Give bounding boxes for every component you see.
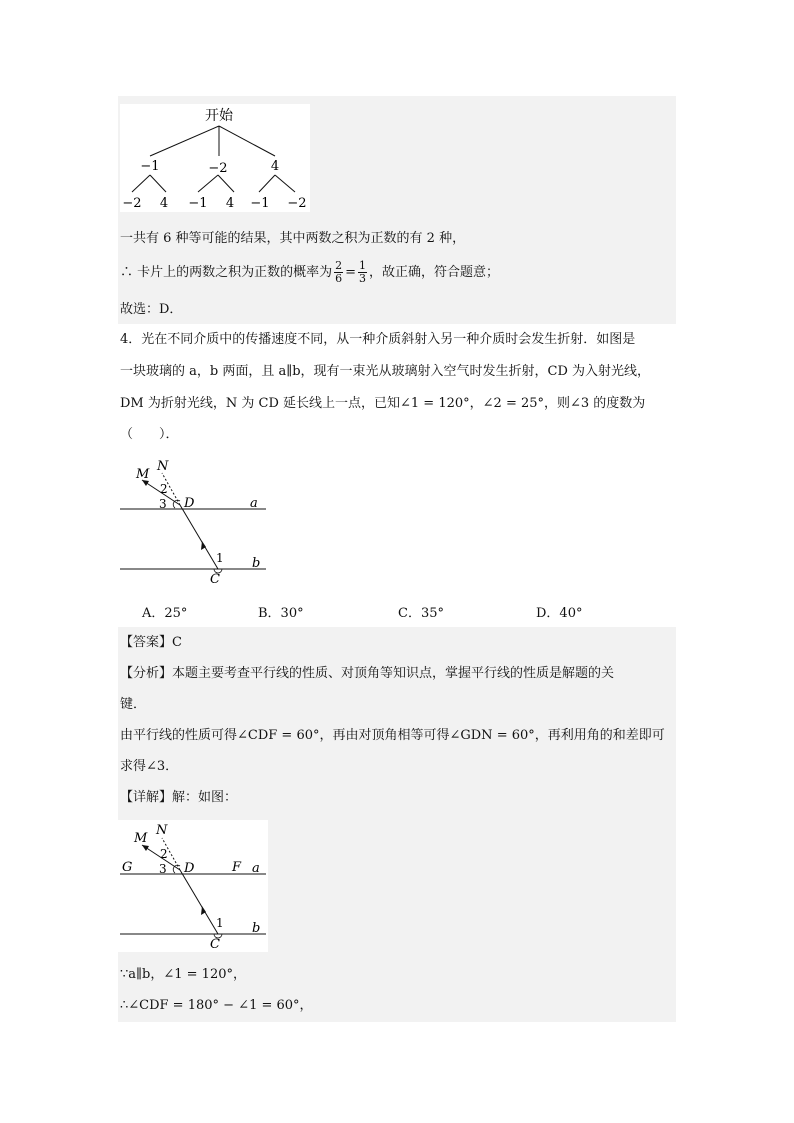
answer-options xyxy=(120,602,680,620)
label-angle-1: 1 xyxy=(216,916,224,930)
frac-num: 1 xyxy=(359,259,367,272)
analysis-line-1: 【分析】本题主要考查平行线的性质、对顶角等知识点，掌握平行线的性质是解题的关 xyxy=(120,666,615,681)
step-1: ∵a∥b，∠1 = 120°， xyxy=(120,967,246,982)
option-a[interactable]: A．25° xyxy=(142,606,188,621)
ray-cd xyxy=(180,505,218,569)
analysis-line-4: 求得∠3． xyxy=(120,759,179,774)
tree-branch xyxy=(198,175,218,192)
tree-node-l2: 4 xyxy=(225,196,235,211)
analysis-line-3: 由平行线的性质可得∠CDF = 60°，再由对顶角相等可得∠GDN = 60°，再利用角的和差即可 xyxy=(120,728,665,743)
label-a: a xyxy=(252,861,260,876)
label-b: b xyxy=(252,921,261,936)
frac-num: 2 xyxy=(335,259,343,272)
frac-den: 6 xyxy=(335,272,343,285)
label-angle-1: 1 xyxy=(216,551,224,565)
solution-line-2-suffix: ，故正确，符合题意； xyxy=(369,265,500,280)
question-4-line-1: 4．光在不同介质中的传播速度不同，从一种介质斜射入另一种介质时会发生折射．如图是 xyxy=(120,332,636,347)
analysis-line-2: 键． xyxy=(120,697,147,712)
label-c: C xyxy=(210,937,220,952)
label-n: N xyxy=(157,459,169,474)
frac-den: 3 xyxy=(359,272,367,285)
tree-diagram xyxy=(120,104,310,212)
answer-line: 【答案】C xyxy=(120,635,182,650)
ray-cd xyxy=(180,870,218,934)
label-f: F xyxy=(232,860,242,875)
fraction-2-6 xyxy=(334,260,343,285)
label-angle-2: 2 xyxy=(160,482,168,496)
equals-sign: = xyxy=(345,265,357,280)
detail-line: 【详解】解：如图： xyxy=(120,790,238,805)
label-g: G xyxy=(122,860,133,875)
label-b: b xyxy=(252,556,261,571)
tree-branch xyxy=(219,126,275,156)
label-c: C xyxy=(210,572,220,586)
tree-branch xyxy=(218,175,234,192)
label-angle-3: 3 xyxy=(159,862,167,876)
refraction-figure xyxy=(118,456,268,586)
option-b[interactable]: B．30° xyxy=(258,606,304,621)
step-2: ∴∠CDF = 180° − ∠1 = 60°， xyxy=(120,998,313,1013)
fraction-1-3 xyxy=(358,260,367,285)
refraction-figure-solution-svg xyxy=(118,820,268,952)
tree-node-l2: −1 xyxy=(250,196,270,211)
tree-diagram-svg xyxy=(120,104,310,212)
tree-node-l1: −1 xyxy=(140,159,160,174)
label-angle-2: 2 xyxy=(160,847,168,861)
tree-branch xyxy=(275,175,295,192)
tree-node-l1: 4 xyxy=(270,159,280,174)
label-m: M xyxy=(136,467,150,482)
solution-line-1: 一共有 6 种等可能的结果，其中两数之积为正数的有 2 种， xyxy=(120,231,466,246)
tree-node-l2: 4 xyxy=(159,196,169,211)
tree-branch xyxy=(132,175,150,192)
tree-node-l2: −1 xyxy=(188,196,208,211)
tree-root: 开始 xyxy=(205,108,233,124)
question-4-line-2: 一块玻璃的 a，b 两面，且 a∥b，现有一束光从玻璃射入空气时发生折射，CD 为入射光线， xyxy=(120,364,651,379)
tree-branch xyxy=(150,126,219,156)
tree-branch xyxy=(259,175,275,192)
label-m: M xyxy=(134,831,148,846)
question-4-line-4: （ ）． xyxy=(120,427,179,442)
solution-line-2 xyxy=(120,260,499,286)
solution-line-2-prefix: ∴ 卡片上的两数之积为正数的概率为 xyxy=(120,265,333,280)
label-a: a xyxy=(250,496,258,511)
label-d: D xyxy=(184,496,195,511)
solution-line-3: 故选：D． xyxy=(120,302,183,317)
question-4-line-3: DM 为折射光线，N 为 CD 延长线上一点，已知∠1 = 120°，∠2 = 25°，则∠3 的度数为 xyxy=(120,396,646,411)
refraction-figure-solution xyxy=(118,820,268,952)
tree-node-l2: −2 xyxy=(122,196,142,211)
label-angle-3: 3 xyxy=(159,497,167,511)
label-n: N xyxy=(156,823,168,838)
tree-branch xyxy=(150,175,166,192)
option-c[interactable]: C．35° xyxy=(398,606,444,621)
option-d[interactable]: D．40° xyxy=(536,606,583,621)
tree-node-l2: −2 xyxy=(287,196,307,211)
tree-node-l1: −2 xyxy=(208,161,228,176)
label-d: D xyxy=(184,861,195,876)
refraction-figure-svg xyxy=(118,456,268,586)
